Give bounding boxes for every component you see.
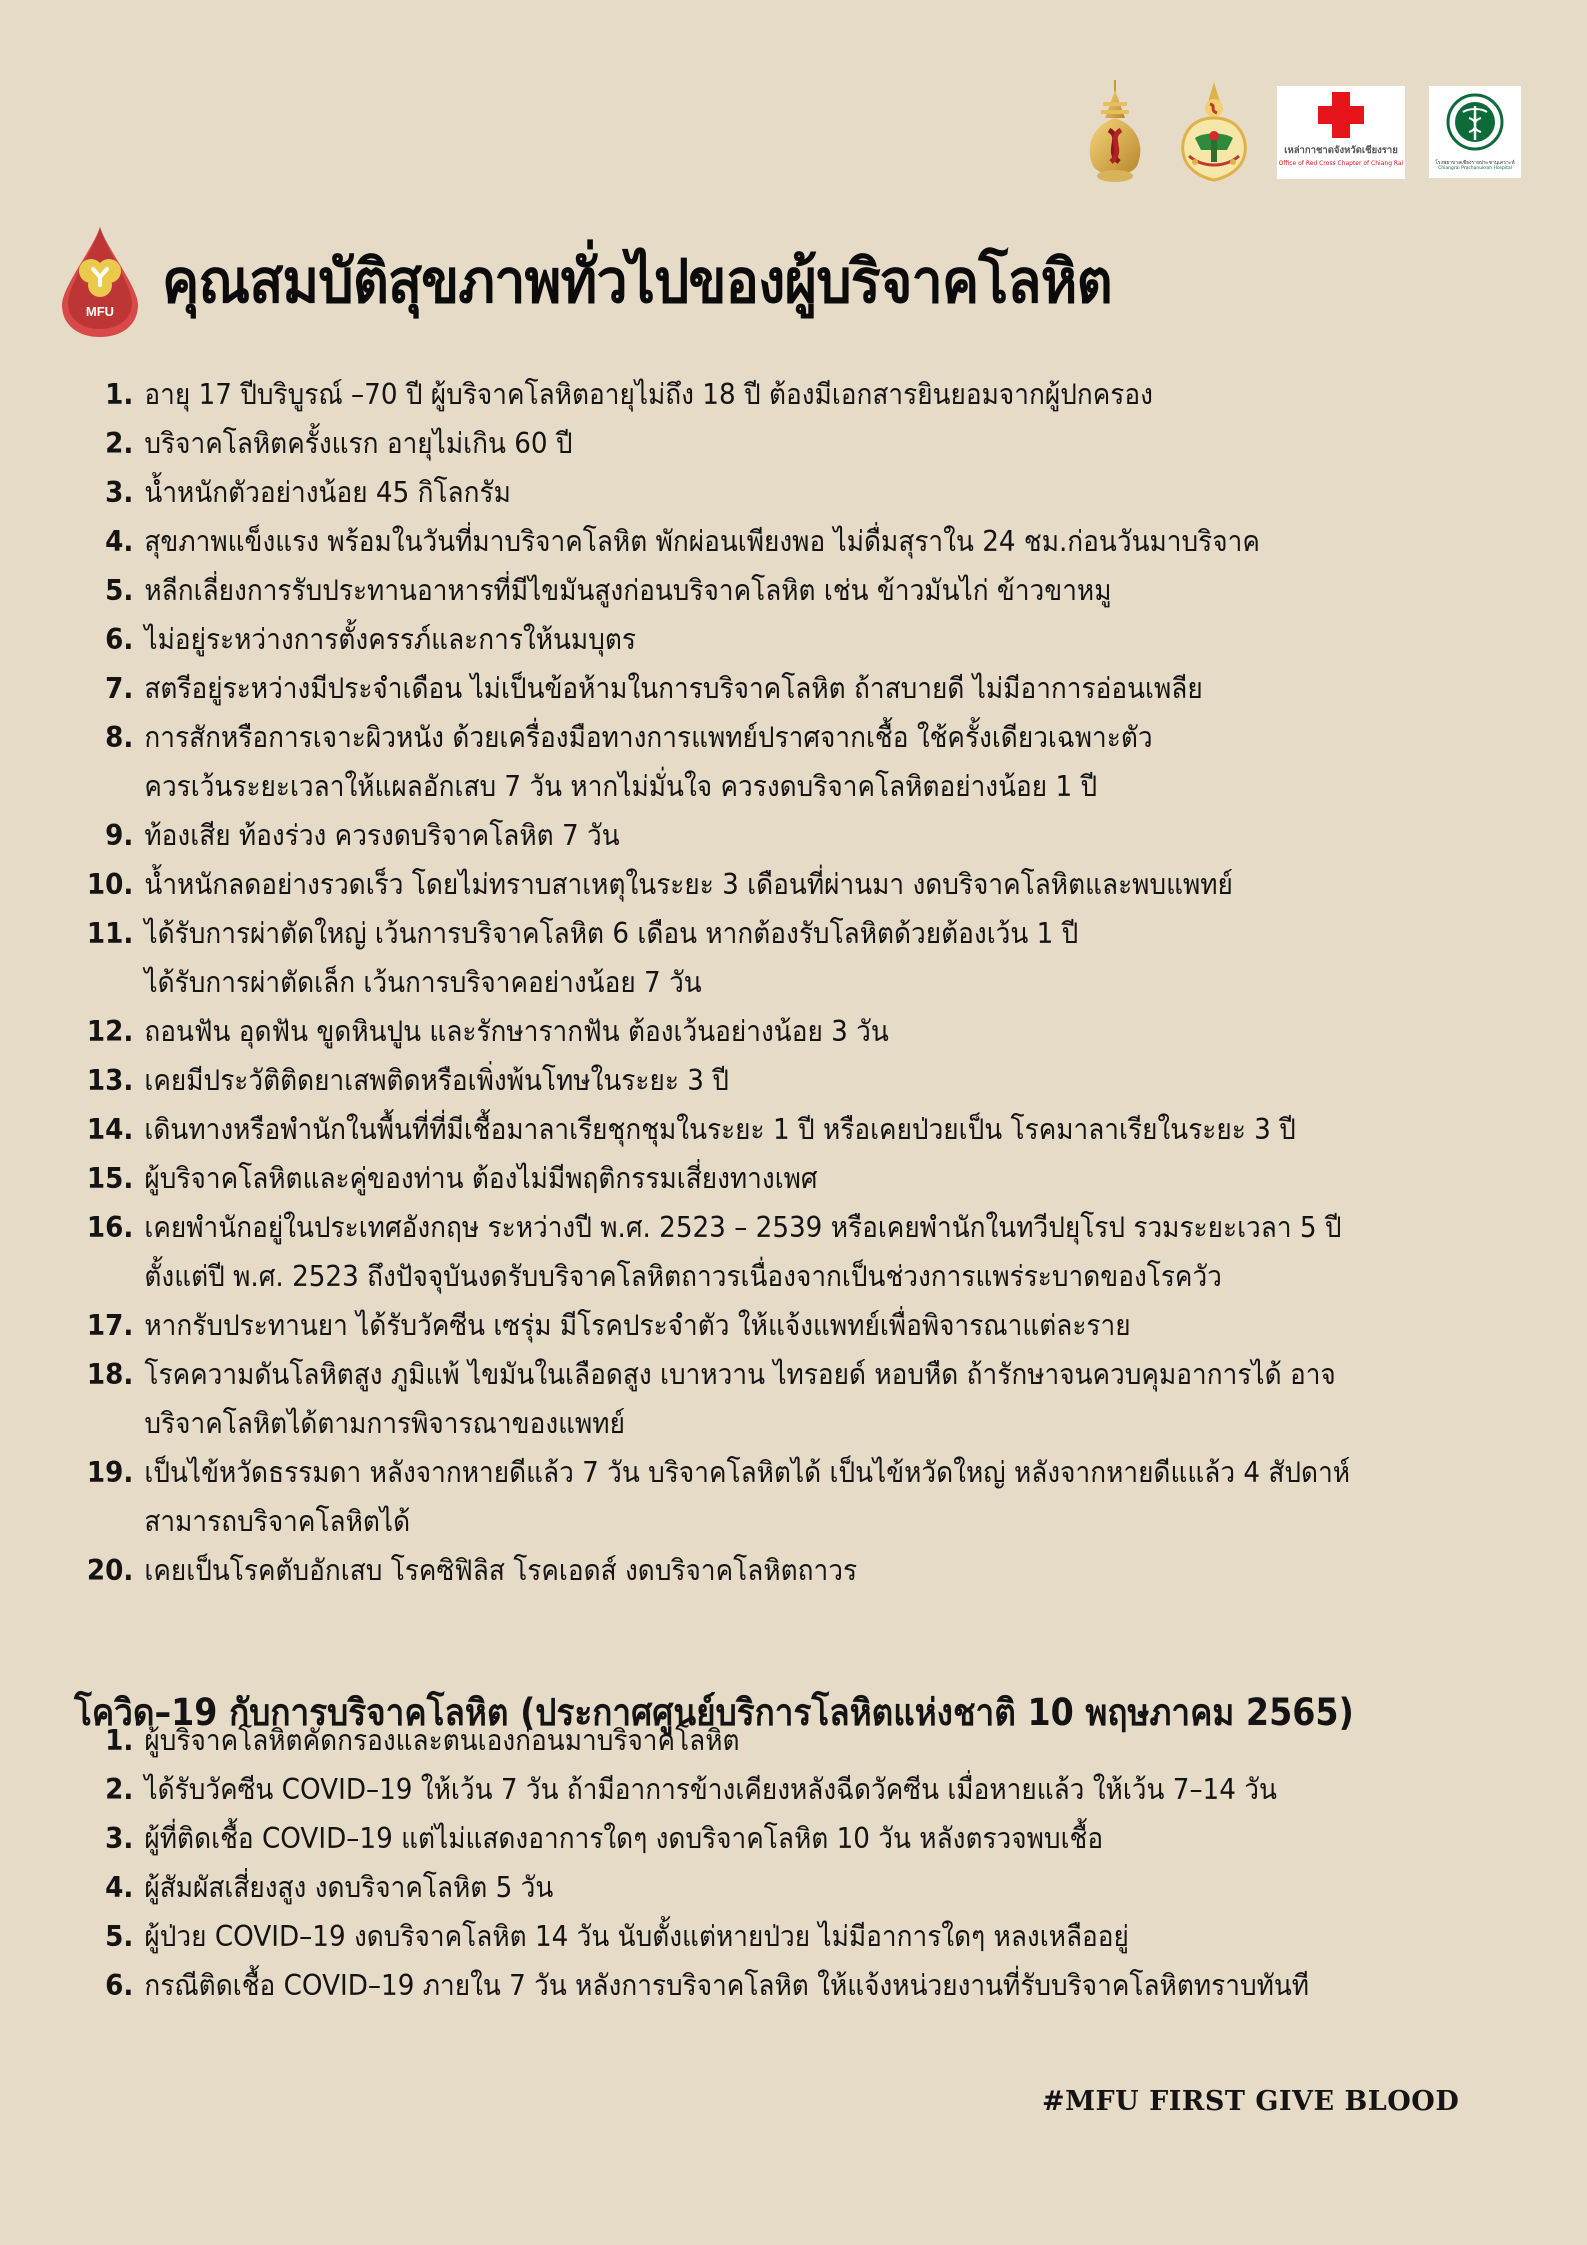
item-text (144, 860, 1233, 909)
item-number: 12. (86, 1015, 134, 1048)
requirements-list (80, 370, 1500, 1595)
item-number: 4. (105, 1871, 134, 1904)
item-text (144, 566, 1111, 615)
item-continuation-line: ได้รับการผ่าตัดเล็ก เว้นการบริจาคอย่างน้อย 7 วัน (144, 966, 702, 999)
mfu-logo-text: MFU (85, 304, 115, 320)
requirement-item (80, 1448, 1386, 1546)
requirement-item (80, 664, 1386, 713)
requirement-item (80, 1056, 1386, 1105)
item-line: การสักหรือการเจาะผิวหนัง ด้วยเครื่องมือทางการแพทย์ปราศจากเชื้อ ใช้ครั้งเดียวเฉพาะตัว (144, 721, 1153, 754)
item-text: ผู้ที่ติดเชื้อ COVID–19 แต่ไม่แสดงอาการใดๆ งดบริจาคโลหิต 10 วัน หลังตรวจพบเชื้อ (144, 1822, 1104, 1855)
item-line: น้ำหนักตัวอย่างน้อย 45 กิโลกรัม (144, 476, 511, 509)
item-text (144, 1105, 1295, 1154)
red-cross-chiang-rai-logo (1277, 86, 1405, 179)
item-text (144, 664, 1202, 713)
mfu-university-seal-icon (1079, 78, 1151, 186)
requirement-item (80, 713, 1386, 811)
item-text (144, 909, 1078, 1007)
requirement-item (80, 370, 1386, 419)
item-line: เคยเป็นโรคตับอักเสบ โรคซิฟิลิส โรคเอดส์ งดบริจาคโลหิตถาวร (144, 1554, 858, 1587)
requirement-item (80, 1203, 1386, 1301)
requirement-item (80, 468, 1386, 517)
item-line: ไม่อยู่ระหว่างการตั้งครรภ์และการให้นมบุตร (144, 623, 636, 656)
item-number: 2. (105, 427, 134, 460)
item-text: ได้รับวัคซีน COVID–19 ให้เว้น 7 วัน ถ้ามีอาการข้างเคียงหลังฉีดวัคซีน เมื่อหายแล้ว ให้เว้น 7–14 วัน (144, 1773, 1277, 1806)
requirement-item (80, 909, 1386, 1007)
item-text (144, 1546, 857, 1595)
item-line: สุขภาพแข็งแรง พร้อมในวันที่มาบริจาคโลหิต พักผ่อนเพียงพอ ไม่ดื่มสุราใน 24 ชม.ก่อนวันมาบริจาค (144, 525, 1260, 558)
item-text (144, 1056, 729, 1105)
item-number: 5. (105, 1920, 134, 1953)
item-number: 16. (86, 1211, 134, 1244)
item-number: 15. (86, 1162, 134, 1195)
item-number: 9. (105, 819, 134, 852)
item-text (144, 713, 1152, 811)
item-number: 6. (105, 623, 134, 656)
item-text (144, 1350, 1335, 1448)
item-line: ผู้บริจาคโลหิตและคู่ของท่าน ต้องไม่มีพฤติกรรมเสี่ยงทางเพศ (144, 1162, 818, 1195)
item-text (144, 615, 636, 664)
item-text: ผู้ป่วย COVID–19 งดบริจาคโลหิต 14 วัน นับตั้งแต่หายป่วย ไม่มีอาการใดๆ หลงเหลืออยู่ (144, 1920, 1129, 1953)
requirement-item (80, 1154, 1386, 1203)
item-line: หลีกเลี่ยงการรับประทานอาหารที่มีไขมันสูงก่อนบริจาคโลหิต เช่น ข้าวมันไก่ ข้าวขาหมู (144, 574, 1112, 607)
item-text (144, 468, 510, 517)
requirement-item (80, 517, 1386, 566)
covid-item (80, 1863, 1386, 1912)
item-number: 5. (105, 574, 134, 607)
item-line: โรคความดันโลหิตสูง ภูมิแพ้ ไขมันในเลือดสูง เบาหวาน ไทรอยด์ หอบหืด ถ้ารักษาจนควบคุมอาการได้ อาจ (144, 1358, 1336, 1391)
item-text: ผู้บริจาคโลหิตคัดกรองและตนเองก่อนมาบริจาคโลหิต (144, 1724, 740, 1757)
item-line: บริจาคโลหิตครั้งแรก อายุไม่เกิน 60 ปี (144, 427, 573, 460)
item-number: 1. (105, 1724, 134, 1757)
item-number: 6. (105, 1969, 134, 2002)
covid-item (80, 1814, 1386, 1863)
covid-item (80, 1716, 1386, 1765)
covid-requirements-list (80, 1716, 1500, 2010)
item-line: น้ำหนักลดอย่างรวดเร็ว โดยไม่ทราบสาเหตุในระยะ 3 เดือนที่ผ่านมา งดบริจาคโลหิตและพบแพทย์ (144, 868, 1233, 901)
item-continuation-line: สามารถบริจาคโลหิตได้ (144, 1505, 411, 1538)
item-number: 4. (105, 525, 134, 558)
item-text (144, 811, 619, 860)
item-continuation-line: บริจาคโลหิตได้ตามการพิจารณาของแพทย์ (144, 1407, 625, 1440)
item-number: 1. (105, 378, 134, 411)
mfu-blood-drop-logo-icon (58, 225, 142, 339)
hospital-english-text: Chiangrai Prachanukroh Hospital (1438, 166, 1512, 171)
item-number: 7. (105, 672, 134, 705)
page-header (58, 212, 1183, 352)
item-number: 3. (105, 476, 134, 509)
item-text (144, 1154, 817, 1203)
item-text (144, 370, 1153, 419)
covid-section-heading: โควิด–19 กับการบริจาคโลหิต (ประกาศศูนย์บริการโลหิตแห่งชาติ 10 พฤษภาคม 2565) (74, 1690, 1354, 1734)
item-text (144, 419, 572, 468)
covid-item (80, 1765, 1386, 1814)
item-continuation-line: ควรเว้นระยะเวลาให้แผลอักเสบ 7 วัน หากไม่มั่นใจ ควรงดบริจาคโลหิตอย่างน้อย 1 ปี (144, 770, 1098, 803)
item-number: 2. (105, 1773, 134, 1806)
item-line: ถอนฟัน อุดฟัน ขูดหินปูน และรักษารากฟัน ต้องเว้นอย่างน้อย 3 วัน (144, 1015, 889, 1048)
item-line: สตรีอยู่ระหว่างมีประจำเดือน ไม่เป็นข้อห้ามในการบริจาคโลหิต ถ้าสบายดี ไม่มีอาการอ่อนเพลีย (144, 672, 1203, 705)
partner-logos (1079, 78, 1521, 186)
item-text (144, 517, 1259, 566)
item-number: 14. (86, 1113, 134, 1146)
item-number: 20. (86, 1554, 134, 1587)
item-text (144, 1448, 1350, 1546)
requirement-item (80, 1546, 1386, 1595)
page-title: คุณสมบัติสุขภาพทั่วไปของผู้บริจาคโลหิต (162, 247, 1112, 318)
requirement-item (80, 1350, 1386, 1448)
item-number: 19. (86, 1456, 134, 1489)
red-cross-english-text: Office of Red Cross Chapter of Chiang Rai (1278, 159, 1404, 167)
requirement-item (80, 860, 1386, 909)
requirement-item (80, 419, 1386, 468)
item-number: 3. (105, 1822, 134, 1855)
medical-faculty-seal-icon (1175, 78, 1253, 186)
item-number: 17. (86, 1309, 134, 1342)
item-number: 18. (86, 1358, 134, 1391)
requirement-item (80, 1301, 1386, 1350)
covid-item (80, 1961, 1386, 2010)
item-text (144, 1007, 888, 1056)
red-cross-thai-text: เหล่ากาชาดจังหวัดเชียงราย (1284, 144, 1398, 156)
item-line: เดินทางหรือพำนักในพื้นที่ที่มีเชื้อมาลาเรียชุกชุมในระยะ 1 ปี หรือเคยป่วยเป็น โรคมาลาเรียในระยะ 3 ปี (144, 1113, 1296, 1146)
item-line: เป็นไข้หวัดธรรมดา หลังจากหายดีแล้ว 7 วัน บริจาคโลหิตได้ เป็นไข้หวัดใหญ่ หลังจากหายดีแแล้ว 4 สัปดาห์ (144, 1456, 1351, 1489)
requirement-item (80, 1105, 1386, 1154)
requirement-item (80, 615, 1386, 664)
item-line: ได้รับการผ่าตัดใหญ่ เว้นการบริจาคโลหิต 6 เดือน หากต้องรับโลหิตด้วยต้องเว้น 1 ปี (144, 917, 1079, 950)
item-continuation-line: ตั้งแต่ปี พ.ศ. 2523 ถึงปัจจุบันงดรับบริจาคโลหิตถาวรเนื่องจากเป็นช่วงการแพร่ระบาดของโรควัว (144, 1260, 1222, 1293)
requirement-item (80, 566, 1386, 615)
requirement-item (80, 1007, 1386, 1056)
item-text: กรณีติดเชื้อ COVID–19 ภายใน 7 วัน หลังการบริจาคโลหิต ให้แจ้งหน่วยงานที่รับบริจาคโลหิตทราบทันที (144, 1969, 1310, 2002)
item-line: เคยพำนักอยู่ในประเทศอังกฤษ ระหว่างปี พ.ศ. 2523 – 2539 หรือเคยพำนักในทวีปยุโรป รวมระยะเวลา 5 ปี (144, 1211, 1342, 1244)
requirement-item (80, 811, 1386, 860)
item-line: อายุ 17 ปีบริบูรณ์ –70 ปี ผู้บริจาคโลหิตอายุไม่ถึง 18 ปี ต้องมีเอกสารยินยอมจากผู้ปกครอง (144, 378, 1153, 411)
item-line: หากรับประทานยา ได้รับวัคซีน เซรุ่ม มีโรคประจำตัว ให้แจ้งแพทย์เพื่อพิจารณาแต่ละราย (144, 1309, 1131, 1342)
moph-hospital-logo (1429, 86, 1521, 178)
item-line: เคยมีประวัติติดยาเสพติดหรือเพิ่งพ้นโทษในระยะ 3 ปี (144, 1064, 729, 1097)
hospital-thai-text: โรงพยาบาลเชียงรายประชานุเคราะห์ (1435, 160, 1515, 166)
covid-item (80, 1912, 1386, 1961)
item-number: 11. (86, 917, 134, 950)
campaign-hashtag: #MFU FIRST GIVE BLOOD (1042, 2086, 1460, 2117)
item-number: 8. (105, 721, 134, 754)
item-number: 10. (86, 868, 134, 901)
item-text (144, 1203, 1341, 1301)
item-text (144, 1301, 1130, 1350)
item-line: ท้องเสีย ท้องร่วง ควรงดบริจาคโลหิต 7 วัน (144, 819, 620, 852)
item-number: 13. (86, 1064, 134, 1097)
item-text: ผู้สัมผัสเสี่ยงสูง งดบริจาคโลหิต 5 วัน (144, 1871, 554, 1904)
